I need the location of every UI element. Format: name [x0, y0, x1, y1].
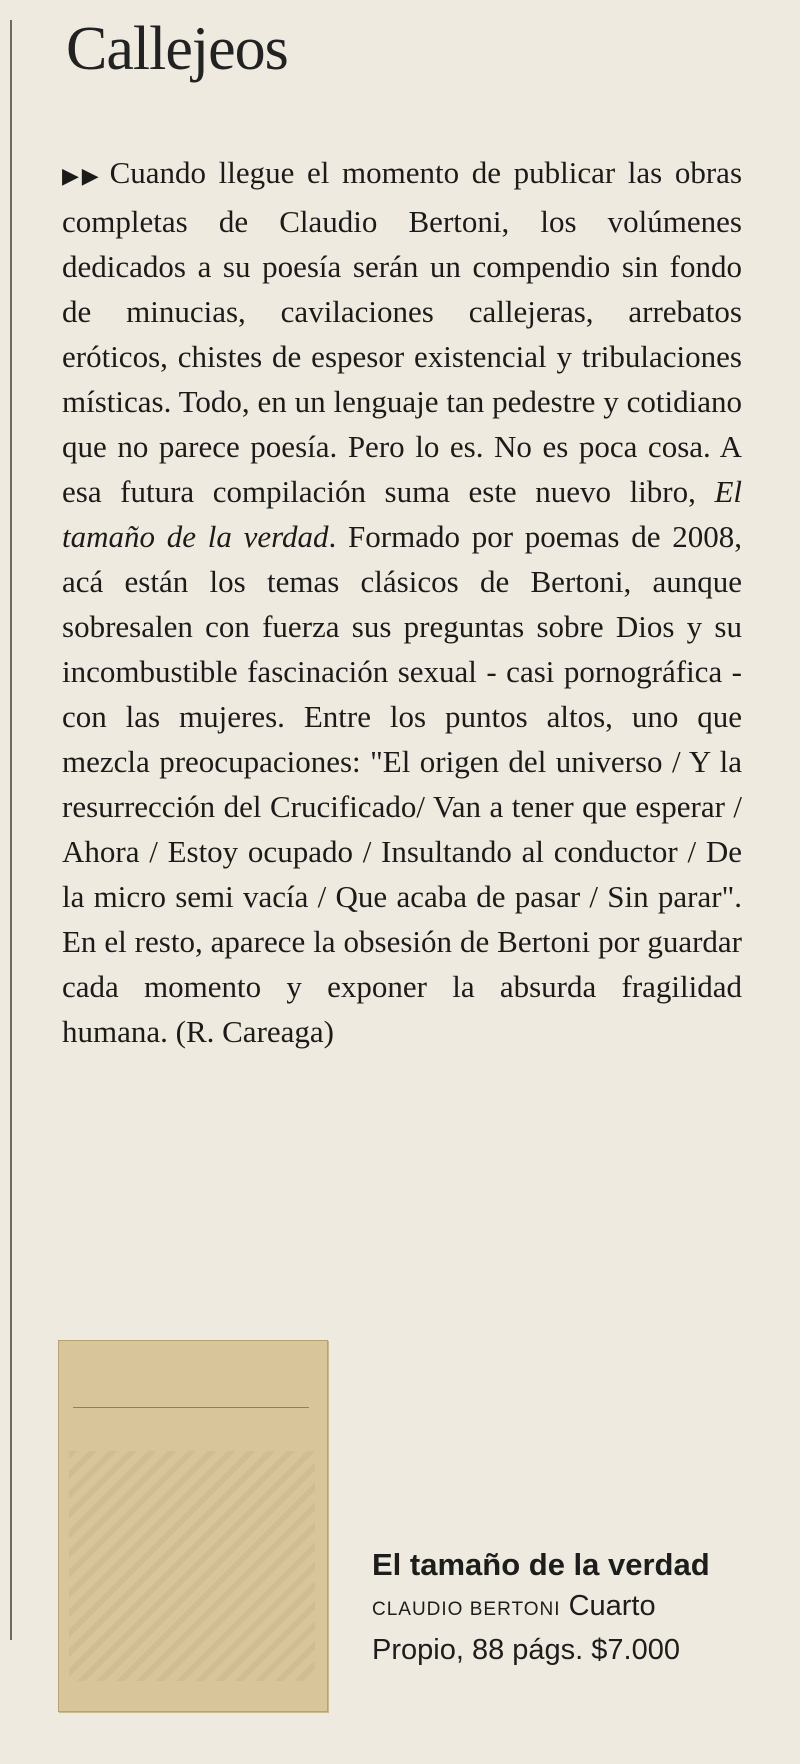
body-text-part-1: Cuando llegue el momento de publicar las obras completas de Claudio Bertoni, los volúmenes dedicados a su poesía serán un compendio sin fondo de minucias, cavilaciones callejeras, arrebatos eróticos, chistes de espesor existencial y tribulaciones místicas. Todo, en un lenguaje tan pedestre y cotidiano que no parece poesía. Pero lo es. No es poca cosa. A esa futura compilación suma este nuevo libro,: [62, 155, 743, 509]
cover-divider: [73, 1407, 309, 1408]
article-title: Callejeos: [66, 15, 288, 83]
cover-texture: [69, 1451, 315, 1681]
book-caption: [372, 1545, 732, 1670]
arrows-icon: ▶▶: [62, 164, 102, 189]
article-body: [62, 150, 742, 1054]
caption-details: Cuarto Propio, 88 págs. $7.000: [372, 1590, 680, 1666]
caption-book-title: El tamaño de la verdad: [372, 1547, 710, 1582]
column-rule: [10, 20, 12, 1640]
body-text-part-2: . Formado por poemas de 2008, acá están los temas clásicos de Bertoni, aunque sobresalen con fuerza sus preguntas sobre Dios y su incombustible fascinación sexual - casi pornográfica - con las mujeres. Entre los puntos altos, uno que mezcla preocupaciones: "El origen del universo / Y la resurrección del Crucificado/ Van a tener que esperar / Ahora / Estoy ocupado / Insultando al conductor / De la micro semi vacía / Que acaba de pasar / Sin parar". En el resto, aparece la obsesión de Bertoni por guardar cada momento y exponer la absurda fragilidad humana. (R. Careaga): [62, 519, 742, 1049]
caption-author: CLAUDIO BERTONI: [372, 1599, 561, 1620]
body-book-title: El tamaño de la verdad: [62, 474, 742, 554]
book-cover-image: [58, 1340, 328, 1712]
